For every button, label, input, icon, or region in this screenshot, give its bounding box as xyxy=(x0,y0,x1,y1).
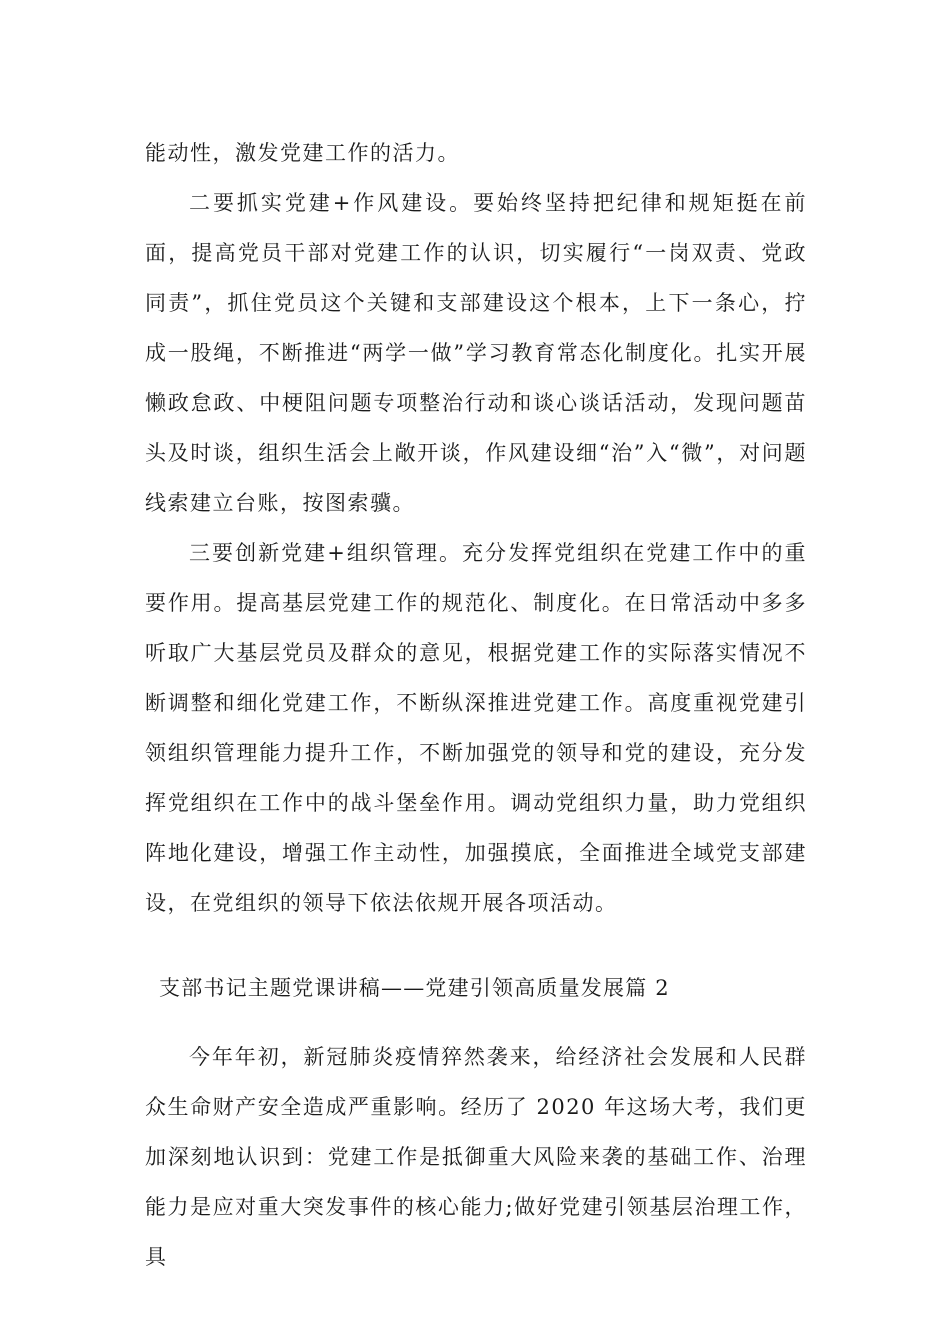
section-heading: 支部书记主题党课讲稿——党建引领高质量发展篇 2 xyxy=(159,976,670,1000)
paragraph-section-intro: 今年年初，新冠肺炎疫情猝然袭来，给经济社会发展和人民群众生命财产安全造成严重影响。经历了 2020 年这场大考，我们更加深刻地认识到：党建工作是抵御重大风险来袭的基础工作、治理能力是应对重大突发事件的核心能力;做好党建引领基层治理工作，具 xyxy=(145,1045,807,1269)
section-body-text-block xyxy=(145,1032,807,1282)
paragraph-continuation: 能动性，激发党建工作的活力。 xyxy=(145,141,460,165)
paragraph-party-conduct: 二要抓实党建+作风建设。要始终坚持把纪律和规矩挺在前面，提高党员干部对党建工作的认识，切实履行“一岗双责、党政同责”，抓住党员这个关键和支部建设这个根本，上下一条心，拧成一股绳，不断推进“两学一做”学习教育常态化制度化。扎实开展懒政怠政、中梗阻问题专项整治行动和谈心谈话活动，发现问题苗头及时谈，组织生活会上敞开谈，作风建设细“治”入“微”，对问题线索建立台账，按图索骥。 xyxy=(145,191,807,515)
body-text-block xyxy=(145,128,807,928)
paragraph-organization-management: 三要创新党建+组织管理。充分发挥党组织在党建工作中的重要作用。提高基层党建工作的规范化、制度化。在日常活动中多多听取广大基层党员及群众的意见，根据党建工作的实际落实情况不断调整和细化党建工作，不断纵深推进党建工作。高度重视党建引领组织管理能力提升工作，不断加强党的领导和党的建设，充分发挥党组织在工作中的战斗堡垒作用。调动党组织力量，助力党组织阵地化建设，增强工作主动性，加强摸底，全面推进全域党支部建设，在党组织的领导下依法依规开展各项活动。 xyxy=(145,541,807,915)
